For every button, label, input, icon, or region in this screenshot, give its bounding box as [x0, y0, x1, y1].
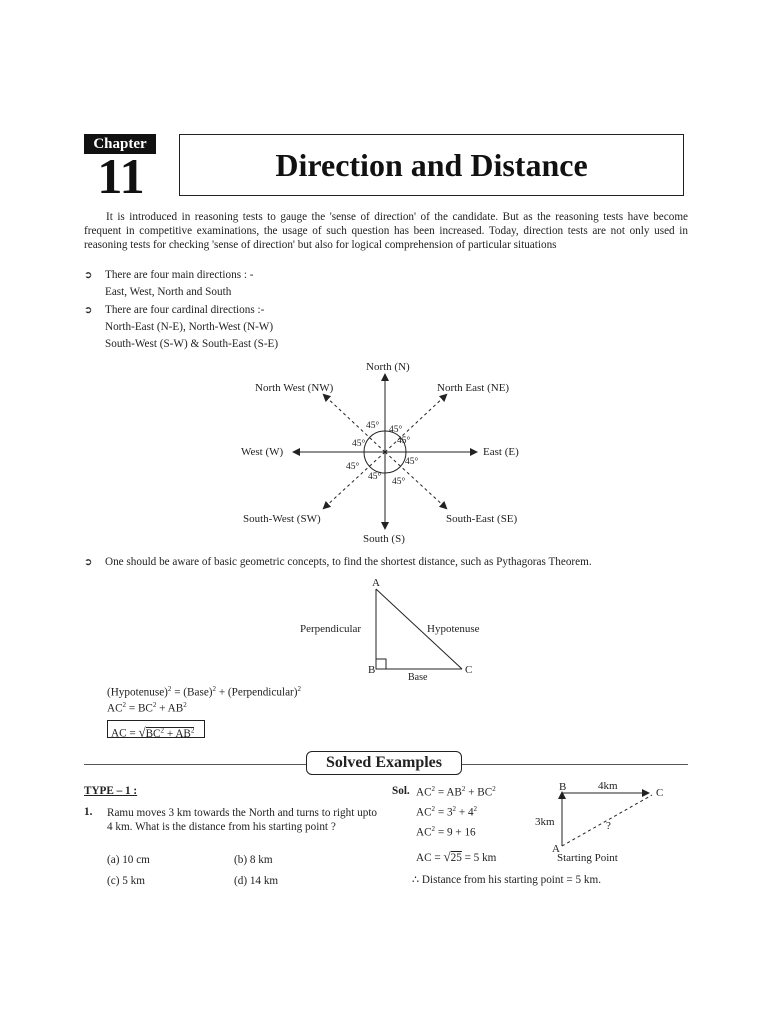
- vertex-b: B: [368, 664, 376, 676]
- formula-ac-boxed: AC = $√BC^2 + AB^2$: [107, 720, 205, 738]
- bullet-text: There are four cardinal directions :-: [105, 304, 265, 316]
- vertex-a: A: [372, 577, 380, 589]
- arrow-bullet-icon: ➲: [84, 305, 93, 316]
- angle-label: 45°: [397, 436, 411, 446]
- option-a: (a) 10 cm: [107, 854, 150, 866]
- bullet-detail: North-East (N-E), North-West (N-W): [105, 321, 274, 333]
- sol-top-distance: 4km: [598, 780, 618, 792]
- sol-point-a: A: [552, 843, 560, 855]
- bullet-geometry: One should be aware of basic geometric concepts, to find the shortest distance, such as Pythagoras Theorem.: [105, 556, 592, 568]
- sol-left-distance: 3km: [535, 816, 555, 828]
- side-base: Base: [408, 672, 428, 683]
- arrow-bullet-icon: ➲: [84, 270, 93, 281]
- intro-paragraph: It is introduced in reasoning tests to gauge the 'sense of direction' of the candidate. But as the reasoning tests have become frequent in competitive examinations, the usage of such question has been increased. Today, direction tests are not only used in reasoning tests for checking 'sense of direction' but also for logical comprehension of particular situations: [84, 211, 688, 251]
- question-number: 1.: [84, 806, 93, 818]
- angle-label: 45°: [352, 439, 366, 449]
- angle-label: 45°: [405, 457, 419, 467]
- angle-label: 45°: [389, 425, 403, 435]
- label-nw: North West (NW): [255, 382, 334, 394]
- angle-label: 45°: [368, 472, 382, 482]
- sol-starting-point: Starting Point: [557, 852, 618, 864]
- bullet-detail: South-West (S-W) & South-East (S-E): [105, 338, 279, 350]
- label-se: South-East (SE): [446, 513, 518, 525]
- angle-label: 45°: [392, 477, 406, 487]
- formula-ac-squared: $AC^2 = BC^2 + AB^2$: [107, 701, 187, 715]
- label-east: East (E): [483, 446, 519, 458]
- question-text: Ramu moves 3 km towards the North and turns to right upto 4 km. What is the distance from his starting point ?: [107, 807, 378, 833]
- label-west: West (W): [241, 446, 284, 458]
- sol-unknown: ?: [606, 820, 611, 832]
- angle-label: 45°: [346, 462, 360, 472]
- sol-point-b: B: [559, 781, 567, 793]
- side-hypotenuse: Hypotenuse: [427, 623, 480, 635]
- option-d: (d) 14 km: [234, 875, 279, 887]
- chapter-title: Direction and Distance: [275, 146, 588, 183]
- side-perpendicular: Perpendicular: [300, 623, 362, 635]
- solved-examples-heading: Solved Examples: [306, 751, 462, 775]
- solution-line-2: $AC^2 = 3^2 + 4^2$: [416, 805, 478, 819]
- solution-line-3: $AC^2 = 9 + 16$: [416, 825, 476, 839]
- label-sw: South-West (SW): [243, 513, 321, 525]
- solution-line-4: AC = √25 = 5 km: [416, 849, 497, 864]
- option-b: (b) 8 km: [234, 854, 273, 866]
- label-south: South (S): [363, 533, 405, 545]
- vertex-c: C: [465, 664, 473, 676]
- solution-label: Sol.: [392, 785, 410, 797]
- sol-point-c: C: [656, 787, 664, 799]
- arrow-bullet-icon: ➲: [84, 557, 93, 568]
- type-label: TYPE – 1 :: [84, 785, 138, 797]
- option-c: (c) 5 km: [107, 875, 145, 887]
- chapter-number: 11: [97, 148, 145, 204]
- chapter-label: Chapter: [84, 134, 156, 154]
- bullet-text: There are four main directions : -: [105, 269, 254, 281]
- bullet-detail: East, West, North and South: [105, 286, 232, 298]
- label-ne: North East (NE): [437, 382, 510, 394]
- formula-hypotenuse: (Hypotenuse)$^2$ = (Base)$^2$ + (Perpendicular)$^2$: [107, 685, 301, 699]
- label-north: North (N): [366, 361, 410, 373]
- solution-conclusion: ∴ Distance from his starting point = 5 km.: [412, 874, 601, 886]
- solution-line-1: $AC^2 = AB^2 + BC^2$: [416, 785, 496, 799]
- angle-label: 45°: [366, 421, 380, 431]
- ne-arrow: [385, 395, 446, 452]
